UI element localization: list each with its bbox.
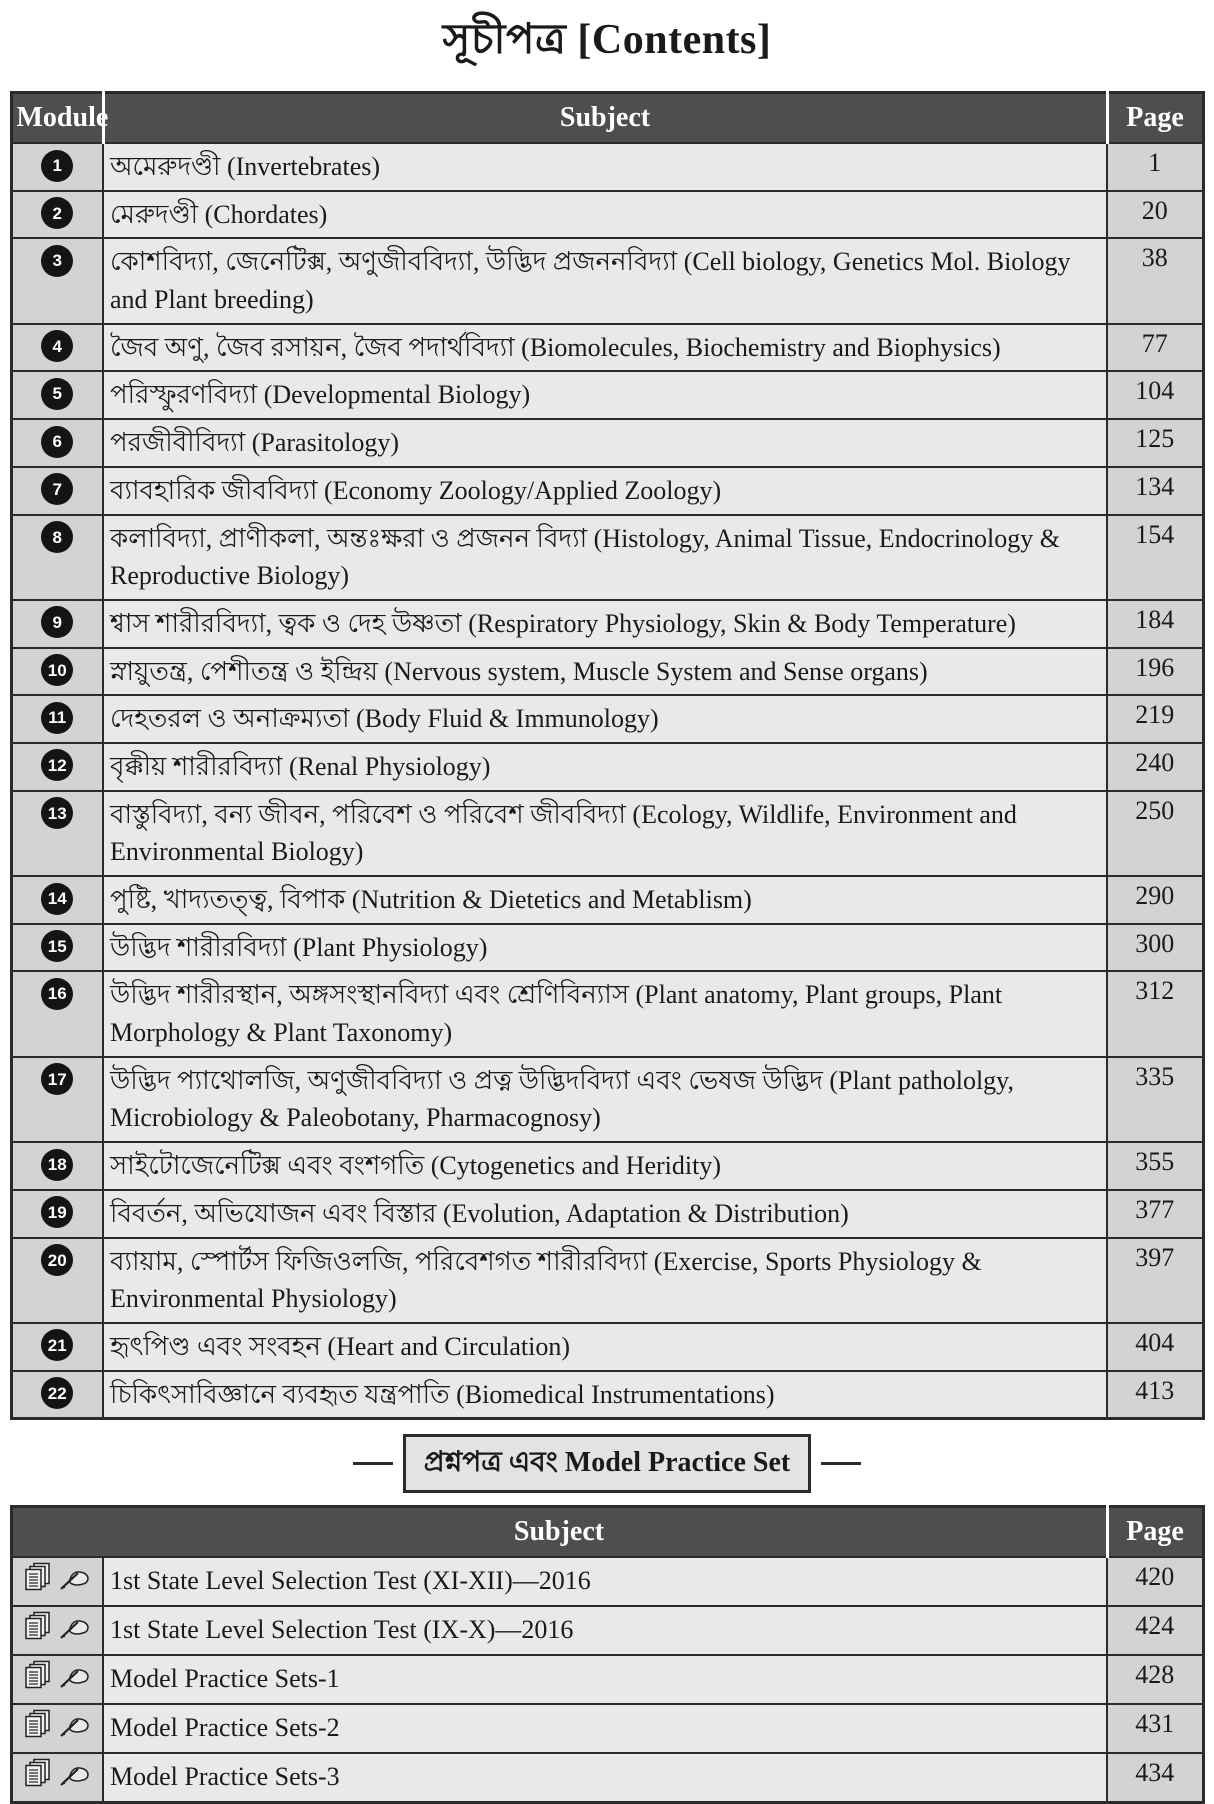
module-number-badge: 19 (41, 1196, 73, 1228)
page-column-header: Page (1107, 93, 1203, 144)
module-number-cell (11, 791, 103, 876)
module-number-cell (11, 971, 103, 1056)
subject-cell (103, 515, 1107, 600)
page-column-header: Page (1107, 1507, 1203, 1558)
module-column-header: Module (11, 93, 103, 144)
subject-cell (103, 1753, 1107, 1803)
subject-text: শ্বাস শারীরবিদ্যা, ত্বক ও দেহ উষ্ণতা (Respiratory Physiology, Skin & Body Temperature) (110, 608, 1016, 638)
module-number-badge: 5 (41, 378, 73, 410)
module-number-badge: 11 (41, 702, 73, 734)
writing-hand-icon (57, 1711, 91, 1739)
page-number-cell: 377 (1107, 1190, 1203, 1238)
module-number-badge: 13 (41, 797, 73, 829)
module-number-cell (11, 924, 103, 972)
table-row (11, 1238, 1203, 1323)
subject-cell (103, 695, 1107, 743)
page-number-cell: 290 (1107, 876, 1203, 924)
table-row (11, 695, 1203, 743)
page-number-cell: 413 (1107, 1371, 1203, 1419)
writing-hand-icon (57, 1760, 91, 1788)
module-number-cell (11, 1190, 103, 1238)
subject-text: উদ্ভিদ শারীরস্থান, অঙ্গসংস্থানবিদ্যা এবং শ্রেণিবিন্যাস (Plant anatomy, Plant groups, Plant Morphology & Plant Taxonomy) (110, 980, 1003, 1048)
subject-column-header: Subject (11, 1507, 1107, 1558)
table-row (11, 1190, 1203, 1238)
subject-text: মেরুদণ্ডী (Chordates) (110, 199, 328, 229)
module-number-cell (11, 1371, 103, 1419)
subject-text: স্নায়ুতন্ত্র, পেশীতন্ত্র ও ইন্দ্রিয় (Nervous system, Muscle System and Sense organs) (110, 656, 928, 686)
table-row (11, 876, 1203, 924)
subject-cell (103, 924, 1107, 972)
module-number-badge: 6 (41, 426, 73, 458)
page-number-cell: 312 (1107, 971, 1203, 1056)
module-number-badge: 3 (41, 245, 73, 277)
subject-text: 1st State Level Selection Test (XI-XII)—2016 (110, 1566, 591, 1596)
page-number-cell: 77 (1107, 324, 1203, 372)
table-row (11, 1323, 1203, 1371)
module-number-badge: 18 (41, 1149, 73, 1181)
subject-cell (103, 467, 1107, 515)
subject-text: Model Practice Sets-3 (110, 1762, 340, 1792)
table-row (11, 419, 1203, 467)
subject-text: বৃক্কীয় শারীরবিদ্যা (Renal Physiology) (110, 751, 491, 781)
module-number-cell (11, 648, 103, 696)
subject-text: পরিস্ফুরণবিদ্যা (Developmental Biology) (110, 380, 531, 410)
contents-page (0, 6, 1214, 1792)
row-icons-cell (11, 1557, 103, 1606)
table-row (11, 1704, 1203, 1753)
module-number-cell (11, 1142, 103, 1190)
subject-text: দেহতরল ও অনাক্রম্যতা (Body Fluid & Immunology) (110, 704, 659, 734)
table-row (11, 1753, 1203, 1803)
subject-cell (103, 371, 1107, 419)
table-row (11, 1655, 1203, 1704)
subject-text: চিকিৎসাবিজ্ঞানে ব্যবহৃত যন্ত্রপাতি (Biomedical Instrumentations) (110, 1379, 775, 1409)
subject-text: বাস্তুবিদ্যা, বন্য জীবন, পরিবেশ ও পরিবেশ জীববিদ্যা (Ecology, Wildlife, Environment and Environmental Biology) (110, 799, 1017, 867)
table-row (11, 924, 1203, 972)
subject-cell (103, 324, 1107, 372)
document-stack-icon (23, 1660, 53, 1692)
page-number-cell: 20 (1107, 191, 1203, 239)
module-number-badge: 8 (41, 521, 73, 553)
page-number-cell: 1 (1107, 143, 1203, 191)
subject-text: হৃৎপিণ্ড এবং সংবহন (Heart and Circulation) (110, 1331, 570, 1361)
left-dash (353, 1462, 393, 1465)
page-number-cell: 104 (1107, 371, 1203, 419)
table-row (11, 1606, 1203, 1655)
subject-text: ব্যাবহারিক জীববিদ্যা (Economy Zoology/Applied Zoology) (110, 475, 722, 505)
module-number-badge: 1 (41, 150, 73, 182)
page-number-cell: 428 (1107, 1655, 1203, 1704)
section-header (0, 1434, 1214, 1493)
subject-text: পুষ্টি, খাদ্যতত্ত্ব, বিপাক (Nutrition & Dietetics and Metablism) (110, 885, 752, 914)
table-row (11, 515, 1203, 600)
subject-text: ব্যায়াম, স্পোর্টস ফিজিওলজি, পরিবেশগত শারীরবিদ্যা (Exercise, Sports Physiology & Environmental Physiology) (110, 1246, 982, 1314)
page-number-cell: 196 (1107, 648, 1203, 696)
page-number-cell: 38 (1107, 238, 1203, 323)
table-row (11, 238, 1203, 323)
row-icons-cell (11, 1704, 103, 1753)
page-number-cell: 355 (1107, 1142, 1203, 1190)
page-number-cell: 250 (1107, 791, 1203, 876)
page-number-cell: 154 (1107, 515, 1203, 600)
page-title: সূচীপত্র [Contents] (442, 17, 772, 63)
module-number-badge: 20 (41, 1244, 73, 1276)
subject-cell (103, 1606, 1107, 1655)
subject-cell (103, 191, 1107, 239)
subject-cell (103, 791, 1107, 876)
page-number-cell: 134 (1107, 467, 1203, 515)
module-number-badge: 10 (41, 654, 73, 686)
subject-text: উদ্ভিদ প্যাথোলজি, অণুজীববিদ্যা ও প্রত্ন উদ্ভিদবিদ্যা এবং ভেষজ উদ্ভিদ (Plant pathololgy, Microbiology & Paleobotany, Pharmacognosy) (110, 1065, 1014, 1133)
subject-cell (103, 600, 1107, 648)
subject-cell (103, 743, 1107, 791)
row-icons-cell (11, 1606, 103, 1655)
subject-text: পরজীবীবিদ্যা (Parasitology) (110, 428, 400, 458)
module-number-cell (11, 143, 103, 191)
table-row (11, 324, 1203, 372)
subject-cell (103, 1190, 1107, 1238)
subject-cell (103, 971, 1107, 1056)
right-dash (821, 1462, 861, 1465)
module-number-cell (11, 371, 103, 419)
module-number-badge: 2 (41, 197, 73, 229)
module-number-badge: 21 (41, 1329, 73, 1361)
subject-cell (103, 1704, 1107, 1753)
table-row (11, 191, 1203, 239)
document-stack-icon (23, 1758, 53, 1790)
row-icons-cell (11, 1753, 103, 1803)
module-number-badge: 9 (41, 606, 73, 638)
module-number-cell (11, 695, 103, 743)
writing-hand-icon (57, 1613, 91, 1641)
subject-cell (103, 1655, 1107, 1704)
module-number-cell (11, 467, 103, 515)
page-number-cell: 184 (1107, 600, 1203, 648)
subject-cell (103, 1142, 1107, 1190)
table-row (11, 648, 1203, 696)
table-row (11, 791, 1203, 876)
table-row (11, 743, 1203, 791)
module-number-cell (11, 743, 103, 791)
subject-cell (103, 238, 1107, 323)
subject-text: 1st State Level Selection Test (IX-X)—2016 (110, 1615, 574, 1645)
subject-column-header: Subject (103, 93, 1107, 144)
module-number-cell (11, 876, 103, 924)
subject-text: অমেরুদণ্ডী (Invertebrates) (110, 152, 381, 181)
module-number-cell (11, 238, 103, 323)
subject-text: উদ্ভিদ শারীরবিদ্যা (Plant Physiology) (110, 932, 488, 962)
page-number-cell: 420 (1107, 1557, 1203, 1606)
page-number-cell: 300 (1107, 924, 1203, 972)
document-stack-icon (23, 1562, 53, 1594)
section-header-box (403, 1434, 812, 1493)
subject-text: কোশবিদ্যা, জেনেটিক্স, অণুজীববিদ্যা, উদ্ভিদ প্রজননবিদ্যা (Cell biology, Genetics Mol. Biology and Plant breeding) (110, 247, 1071, 315)
subject-cell (103, 1238, 1107, 1323)
subject-text: Model Practice Sets-2 (110, 1713, 340, 1743)
page-number-cell: 434 (1107, 1753, 1203, 1803)
table-row (11, 371, 1203, 419)
module-number-cell (11, 600, 103, 648)
practice-set-table (10, 1505, 1205, 1804)
subject-text: Model Practice Sets-1 (110, 1664, 340, 1694)
module-number-badge: 15 (41, 930, 73, 962)
page-number-cell: 219 (1107, 695, 1203, 743)
subject-text: বিবর্তন, অভিযোজন এবং বিস্তার (Evolution, Adaptation & Distribution) (110, 1198, 849, 1228)
table-row (11, 467, 1203, 515)
module-number-badge: 7 (41, 473, 73, 505)
module-number-cell (11, 515, 103, 600)
table-row (11, 143, 1203, 191)
subject-cell (103, 1557, 1107, 1606)
page-number-cell: 125 (1107, 419, 1203, 467)
page-number-cell: 424 (1107, 1606, 1203, 1655)
page-number-cell: 240 (1107, 743, 1203, 791)
subject-cell (103, 876, 1107, 924)
modules-table (10, 91, 1205, 1420)
subject-cell (103, 143, 1107, 191)
module-number-cell (11, 191, 103, 239)
module-number-cell (11, 324, 103, 372)
table-row (11, 1371, 1203, 1419)
writing-hand-icon (57, 1564, 91, 1592)
module-number-cell (11, 1238, 103, 1323)
page-number-cell: 335 (1107, 1057, 1203, 1142)
document-stack-icon (23, 1611, 53, 1643)
module-number-cell (11, 419, 103, 467)
table-header-row (11, 93, 1203, 144)
page-number-cell: 404 (1107, 1323, 1203, 1371)
subject-cell (103, 1057, 1107, 1142)
subject-cell (103, 1371, 1107, 1419)
table-row (11, 971, 1203, 1056)
table-row (11, 1142, 1203, 1190)
module-number-badge: 4 (41, 330, 73, 362)
table-row (11, 1057, 1203, 1142)
module-number-badge: 22 (41, 1377, 73, 1409)
section-header-label: প্রশ্নপত্র এবং Model Practice Set (423, 1447, 791, 1479)
module-number-badge: 17 (41, 1063, 73, 1095)
module-number-cell (11, 1323, 103, 1371)
document-stack-icon (23, 1709, 53, 1741)
row-icons-cell (11, 1655, 103, 1704)
page-number-cell: 397 (1107, 1238, 1203, 1323)
module-number-cell (11, 1057, 103, 1142)
module-number-badge: 12 (41, 749, 73, 781)
module-number-badge: 14 (41, 883, 73, 915)
table-row (11, 600, 1203, 648)
page-number-cell: 431 (1107, 1704, 1203, 1753)
subject-text: কলাবিদ্যা, প্রাণীকলা, অন্তঃক্ষরা ও প্রজনন বিদ্যা (Histology, Animal Tissue, Endocrinology & Reproductive Biology) (110, 523, 1060, 591)
subject-cell (103, 1323, 1107, 1371)
subject-cell (103, 648, 1107, 696)
table-header-row (11, 1507, 1203, 1558)
module-number-badge: 16 (41, 978, 73, 1010)
subject-text: সাইটোজেনেটিক্স এবং বংশগতি (Cytogenetics and Heridity) (110, 1151, 722, 1181)
subject-cell (103, 419, 1107, 467)
table-row (11, 1557, 1203, 1606)
writing-hand-icon (57, 1662, 91, 1690)
subject-text: জৈব অণু, জৈব রসায়ন, জৈব পদার্থবিদ্যা (Biomolecules, Biochemistry and Biophysics) (110, 332, 1001, 362)
